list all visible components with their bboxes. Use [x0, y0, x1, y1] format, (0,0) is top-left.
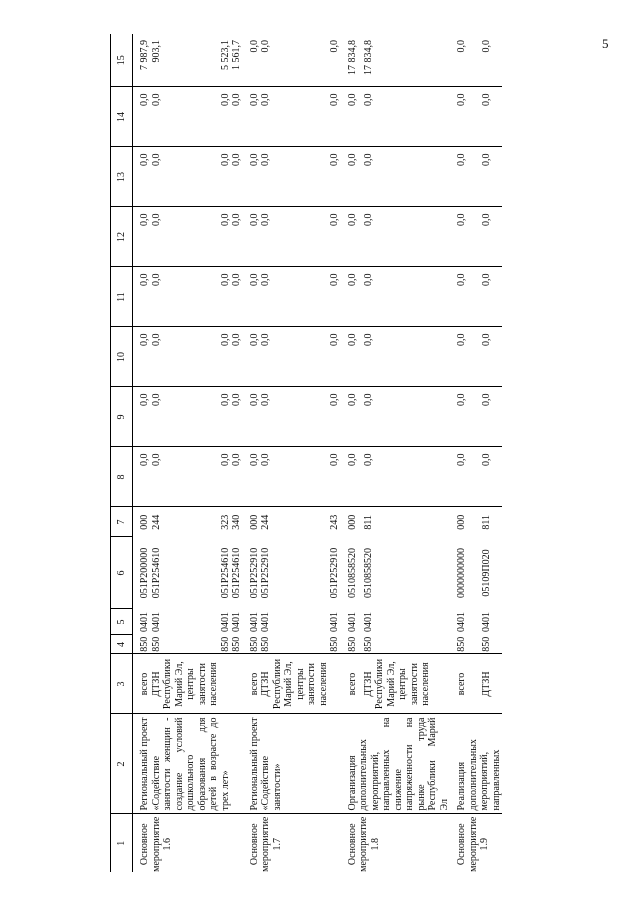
column-header-7: 7	[111, 507, 133, 537]
column-header-4: 4	[111, 635, 133, 654]
column-header-12: 12	[111, 207, 133, 267]
rotated-table-container	[110, 34, 628, 872]
value-col-10: 0,0	[329, 327, 341, 387]
grbs-code: 850	[481, 636, 493, 652]
executor-cell	[329, 654, 341, 714]
column-header-15: 15	[111, 34, 133, 87]
value-col-10: 0,0	[341, 327, 363, 387]
value-col-11: 0,0	[481, 267, 502, 327]
column-header-9: 9	[111, 387, 133, 447]
value-col-12: 0,0	[329, 207, 341, 267]
column-header-6: 6	[111, 537, 133, 609]
executor-cell: ДТЗН Республики Марий Эл, центры занятости населения	[260, 654, 329, 714]
activity-id: Основное мероприятие 1.9	[450, 814, 502, 872]
value-col-10: 0,0	[151, 327, 220, 387]
section-code: 0401	[248, 612, 260, 632]
target-article-code: 051P254610	[219, 547, 231, 599]
column-header-2: 2	[111, 714, 133, 814]
value-col-13: 0,0	[151, 147, 220, 207]
value-col-10: 0,0	[231, 327, 243, 387]
value-col-8: 0,0	[363, 447, 450, 507]
value-col-14: 0,0	[260, 87, 329, 147]
budget-table	[110, 34, 502, 872]
value-col-14: 0,0	[341, 87, 363, 147]
value-col-11: 0,0	[363, 267, 450, 327]
value-col-8: 0,0	[329, 447, 341, 507]
value-col-9: 0,0	[231, 387, 243, 447]
table-row	[243, 34, 261, 872]
grbs-code: 850	[329, 636, 340, 652]
activity-name: Организация дополнительных мероприятий, направленных на снижение напряженности на рынке труда Республики Марий Эл	[341, 714, 451, 814]
target-article-code: 051P200000	[139, 547, 150, 599]
value-col-14: 0,0	[363, 87, 450, 147]
value-col-15: 5 523,1	[219, 40, 231, 70]
value-col-13: 0,0	[243, 147, 261, 207]
expense-type-code: 000	[341, 507, 363, 537]
value-col-13: 0,0	[341, 147, 363, 207]
expense-type-code: 000	[450, 507, 481, 537]
section-code: 0401	[231, 612, 242, 632]
executor-cell: всего	[341, 654, 363, 714]
expense-type-code: 340	[231, 507, 243, 537]
value-col-12: 0,0	[450, 207, 481, 267]
value-col-14: 0,0	[243, 87, 261, 147]
value-col-15: 17 834,8	[346, 40, 358, 75]
value-col-15: 0,0	[260, 40, 271, 53]
executor-cell	[231, 654, 243, 714]
value-col-8: 0,0	[260, 447, 329, 507]
value-col-13: 0,0	[220, 147, 232, 207]
value-col-15: 17 834,8	[362, 40, 374, 75]
value-col-14: 0,0	[481, 87, 502, 147]
table-row	[341, 34, 363, 872]
column-header-11: 11	[111, 267, 133, 327]
column-header-8: 8	[111, 447, 133, 507]
expense-type-code: 811	[363, 507, 450, 537]
column-header-3: 3	[111, 654, 133, 714]
section-code: 0401	[150, 612, 162, 632]
executor-cell: ДТЗН Республики Марий Эл, центры занятости населения	[363, 654, 450, 714]
value-col-11: 0,0	[220, 267, 232, 327]
value-col-8: 0,0	[243, 447, 261, 507]
value-col-10: 0,0	[481, 327, 502, 387]
value-col-8: 0,0	[481, 447, 502, 507]
table-row	[450, 34, 481, 872]
section-code: 0401	[329, 612, 340, 632]
activity-name: Региональный проект «Содействие занятости женщин - создание условий дошкольного образования для детей в возрасте до трех лет»	[133, 714, 243, 814]
value-col-9: 0,0	[329, 387, 341, 447]
table-body	[133, 34, 503, 872]
expense-type-code: 000	[243, 507, 261, 537]
section-code: 0401	[139, 612, 150, 632]
target-article-code: 0000000000	[456, 548, 467, 598]
target-article-code: 0510858520	[362, 548, 374, 598]
value-col-11: 0,0	[151, 267, 220, 327]
value-col-15: 1 561,7	[231, 40, 242, 70]
value-col-11: 0,0	[450, 267, 481, 327]
executor-cell: всего	[133, 654, 151, 714]
grbs-code: 850	[219, 636, 231, 652]
grbs-code: 850	[260, 636, 271, 652]
value-col-13: 0,0	[133, 147, 151, 207]
value-col-8: 0,0	[341, 447, 363, 507]
value-col-10: 0,0	[220, 327, 232, 387]
value-col-12: 0,0	[220, 207, 232, 267]
column-header-14: 14	[111, 87, 133, 147]
value-col-13: 0,0	[481, 147, 502, 207]
value-col-11: 0,0	[329, 267, 341, 327]
section-code: 0401	[481, 612, 493, 632]
value-col-14: 0,0	[231, 87, 243, 147]
value-col-11: 0,0	[133, 267, 151, 327]
section-code: 0401	[219, 612, 231, 632]
activity-name: Региональный проект «Содействие занятости»	[243, 714, 341, 814]
value-col-8: 0,0	[151, 447, 220, 507]
value-col-13: 0,0	[260, 147, 329, 207]
value-col-12: 0,0	[363, 207, 450, 267]
value-col-8: 0,0	[231, 447, 243, 507]
target-article-code: 051P254610	[150, 547, 162, 599]
value-col-15: 0,0	[481, 40, 493, 53]
expense-type-code: 243	[329, 507, 341, 537]
value-col-9: 0,0	[341, 387, 363, 447]
grbs-code: 850	[346, 636, 358, 652]
value-col-12: 0,0	[481, 207, 502, 267]
value-col-9: 0,0	[260, 387, 329, 447]
value-col-12: 0,0	[260, 207, 329, 267]
grbs-code: 850	[456, 636, 467, 652]
expense-type-code: 244	[260, 507, 329, 537]
section-code: 0401	[456, 612, 467, 632]
value-col-13: 0,0	[363, 147, 450, 207]
value-col-13: 0,0	[450, 147, 481, 207]
value-col-10: 0,0	[133, 327, 151, 387]
target-article-code: 051P252910	[260, 547, 271, 599]
table-row	[133, 34, 151, 872]
column-header-5: 5	[111, 609, 133, 635]
value-col-14: 0,0	[329, 87, 341, 147]
expense-type-code: 811	[481, 507, 502, 537]
activity-id: Основное мероприятие 1.6	[133, 814, 243, 872]
value-col-11: 0,0	[341, 267, 363, 327]
target-article-code: 0510858520	[346, 548, 358, 598]
target-article-code: 05109П020	[481, 549, 493, 597]
target-article-code: 051P252910	[248, 547, 260, 599]
expense-type-code: 000	[133, 507, 151, 537]
executor-cell: ДТЗН	[481, 654, 502, 714]
value-col-8: 0,0	[133, 447, 151, 507]
value-col-14: 0,0	[151, 87, 220, 147]
value-col-11: 0,0	[231, 267, 243, 327]
value-col-12: 0,0	[231, 207, 243, 267]
column-header-1: 1	[111, 814, 133, 872]
value-col-11: 0,0	[243, 267, 261, 327]
section-code: 0401	[260, 612, 271, 632]
value-col-15: 7 987,9	[139, 40, 150, 70]
grbs-code: 850	[362, 636, 374, 652]
value-col-15: 0,0	[456, 40, 467, 53]
page-number: 5	[602, 36, 609, 51]
column-header-10: 10	[111, 327, 133, 387]
grbs-code: 850	[139, 636, 150, 652]
section-code: 0401	[346, 612, 358, 632]
value-col-15: 903,1	[150, 40, 162, 63]
value-col-12: 0,0	[341, 207, 363, 267]
value-col-12: 0,0	[243, 207, 261, 267]
section-code: 0401	[362, 612, 374, 632]
value-col-15: 0,0	[329, 40, 340, 53]
value-col-14: 0,0	[220, 87, 232, 147]
activity-id: Основное мероприятие 1.7	[243, 814, 341, 872]
value-col-14: 0,0	[133, 87, 151, 147]
target-article-code: 051P252910	[329, 547, 340, 599]
executor-cell	[220, 654, 232, 714]
value-col-12: 0,0	[133, 207, 151, 267]
column-header-13: 13	[111, 147, 133, 207]
value-col-13: 0,0	[231, 147, 243, 207]
value-col-11: 0,0	[260, 267, 329, 327]
activity-name: Реализация дополнительных мероприятий, направленных	[450, 714, 502, 814]
executor-cell: ДТЗН Республики Марий Эл, центры занятости населения	[151, 654, 220, 714]
value-col-8: 0,0	[450, 447, 481, 507]
value-col-14: 0,0	[450, 87, 481, 147]
value-col-9: 0,0	[220, 387, 232, 447]
header-row	[111, 34, 133, 872]
value-col-9: 0,0	[450, 387, 481, 447]
value-col-9: 0,0	[243, 387, 261, 447]
value-col-9: 0,0	[133, 387, 151, 447]
expense-type-code: 244	[151, 507, 220, 537]
expense-type-code: 323	[220, 507, 232, 537]
value-col-10: 0,0	[363, 327, 450, 387]
grbs-code: 850	[150, 636, 162, 652]
target-article-code: 051P254610	[231, 547, 242, 599]
value-col-13: 0,0	[329, 147, 341, 207]
value-col-15: 0,0	[248, 40, 260, 53]
value-col-9: 0,0	[363, 387, 450, 447]
activity-id: Основное мероприятие 1.8	[341, 814, 451, 872]
grbs-code: 850	[231, 636, 242, 652]
value-col-8: 0,0	[220, 447, 232, 507]
grbs-code: 850	[248, 636, 260, 652]
value-col-10: 0,0	[450, 327, 481, 387]
executor-cell: всего	[243, 654, 261, 714]
value-col-12: 0,0	[151, 207, 220, 267]
value-col-9: 0,0	[151, 387, 220, 447]
value-col-10: 0,0	[260, 327, 329, 387]
executor-cell: всего	[450, 654, 481, 714]
value-col-10: 0,0	[243, 327, 261, 387]
value-col-9: 0,0	[481, 387, 502, 447]
